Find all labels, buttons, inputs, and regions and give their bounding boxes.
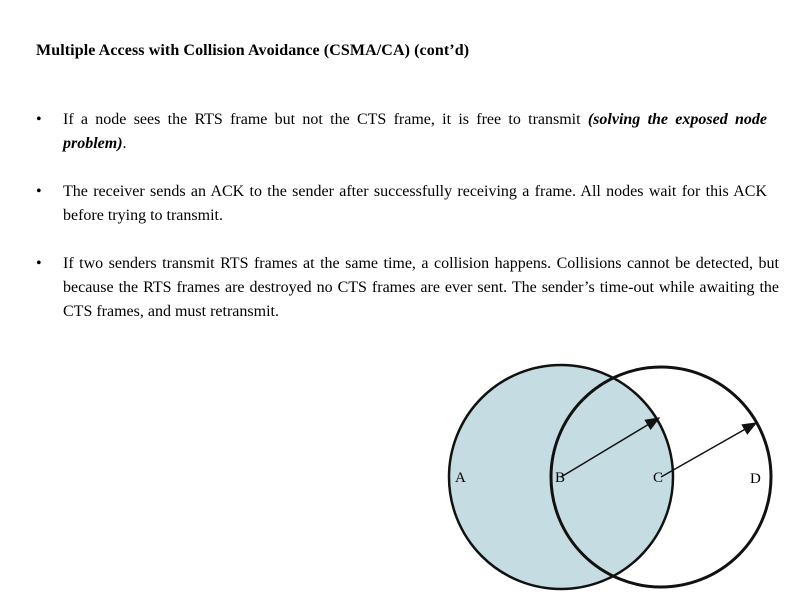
node-label-d: D — [750, 471, 761, 487]
page-title: Multiple Access with Collision Avoidance (CSMA/CA) (cont’d) — [36, 42, 470, 59]
bullet-ack — [36, 180, 767, 228]
range-diagram — [430, 355, 792, 612]
node-label-b: B — [555, 470, 566, 486]
bullet-marker: • — [36, 183, 42, 200]
bullet-tail: . — [122, 135, 127, 152]
bullet-marker: • — [36, 111, 42, 128]
range-arrow-c — [661, 423, 756, 477]
bullet-marker: • — [36, 255, 42, 272]
bullet-text: If two senders transmit RTS frames at the same time, a collision happens. Collisions cannot be detected, but because the RTS frames are destroyed no CTS frames are ever sent. The sender’s time-out while awaiting the CTS frames, and must retransmit. — [63, 255, 779, 320]
bullet-collision — [36, 252, 779, 324]
node-label-a: A — [455, 470, 466, 486]
bullet-text: The receiver sends an ACK to the sender after successfully receiving a frame. All nodes wait for this ACK before trying to transmit. — [63, 183, 767, 224]
bullet-exposed-node — [36, 108, 767, 156]
range-diagram-svg — [430, 355, 792, 612]
bullet-text: If a node sees the RTS frame but not the CTS frame, it is free to transmit — [63, 111, 588, 128]
node-label-c: C — [653, 470, 664, 486]
bullet-emphasis: (solving the exposed node problem) — [63, 111, 767, 152]
